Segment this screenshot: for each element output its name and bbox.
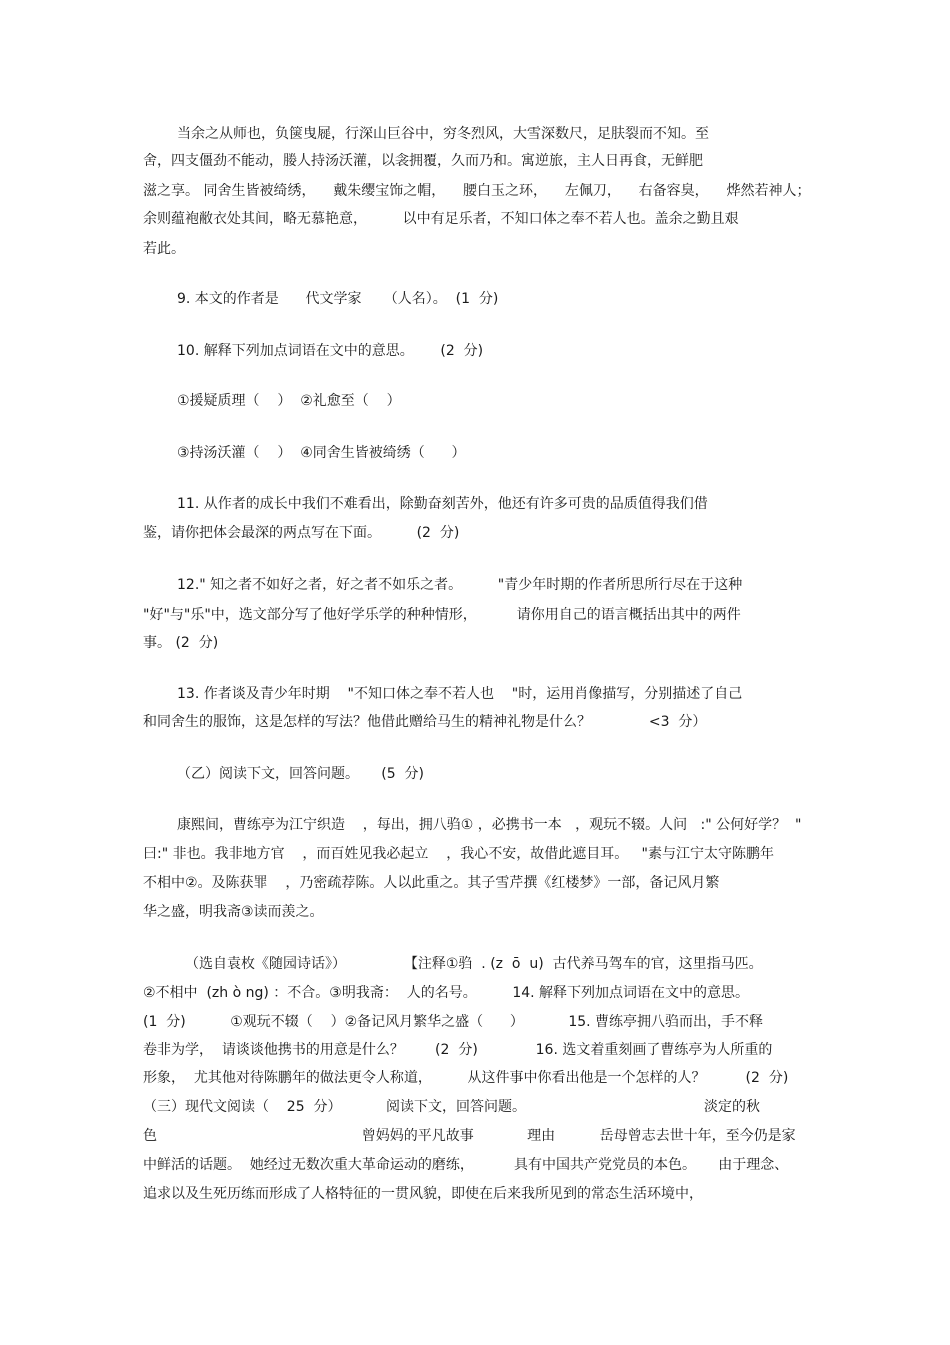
text-line: ②不相中 (zh ò ng) ：不合。③明我斋： 人的名号。 14. 解释下列加点词语在文中的意思。 [143, 985, 750, 1001]
text-line: 若此。 [143, 241, 185, 257]
source-note: （选自袁枚《随园诗话》） 【注释①驺 . (z ō u) 古代养马驾车的官，这里指马匹。 [185, 956, 763, 972]
question-10-items-b: ③持汤沃灌（ ） ④同舍生皆被绮绣（ ） [177, 445, 466, 461]
text-line: 当余之从师也，负箧曳屣，行深山巨谷中，穷冬烈风，大雪深数尺，足肤裂而不知。至 [177, 126, 709, 142]
passage-line: 不相中②。及陈获罪 ，乃密疏荐陈。人以此重之。其子雪芹撰《红楼梦》一部，备记风月繁 [143, 875, 720, 891]
question-9: 9. 本文的作者是 代文学家 （人名）。 (1 分) [177, 291, 499, 307]
text-line: 事。 (2 分) [143, 635, 219, 651]
text-line: 追求以及生死历练而形成了人格特征的一贯风貌，即使在后来我所见到的常态生活环境中， [143, 1186, 703, 1202]
question-10: 10. 解释下列加点词语在文中的意思。 (2 分) [177, 343, 484, 359]
text-line: 舍，四支僵劲不能动，媵人持汤沃灌，以衾拥覆，久而乃和。寓逆旅，主人日再食，无鲜肥 [143, 153, 703, 169]
question-12: 12." 知之者不如好之者，好之者不如乐之者。 "青少年时期的作者所思所行尽在于这种 [177, 577, 743, 593]
text-line: （三）现代文阅读（ 25 分） 阅读下文，回答问题。 淡定的秋 [143, 1099, 761, 1115]
text-line: 色 曾妈妈的平凡故事 理由 岳母曾志去世十年，至今仍是家 [143, 1128, 796, 1144]
text-line: 和同舍生的服饰，这是怎样的写法？他借此赠给马生的精神礼物是什么？ <3 分） [143, 714, 707, 730]
text-line: 鉴，请你把体会最深的两点写在下面。 (2 分) [143, 525, 460, 541]
section-heading-yi: （乙）阅读下文，回答问题。 (5 分) [177, 766, 424, 782]
passage-line: 曰:" 非也。我非地方官 ，而百姓见我必起立 ，我心不安，故借此遮目耳。 "素与江宁太守陈鹏年 [143, 846, 774, 862]
question-11: 11. 从作者的成长中我们不难看出，除勤奋刻苦外，他还有许多可贵的品质值得我们借 [177, 496, 708, 512]
text-line: 卷非为学， 请谈谈他携书的用意是什么？ (2 分) 16. 选文着重刻画了曹练亭为人所重的 [143, 1042, 773, 1058]
text-line: 中鲜活的话题。 她经过无数次重大革命运动的磨练， 具有中国共产党党员的本色。 由于理念、 [143, 1157, 789, 1173]
text-line: 滋之享。 同舍生皆被绮绣， 戴朱缨宝饰之帽， 腰白玉之环， 左佩刀， 右备容臭， 烨然若神人； [143, 183, 811, 199]
text-line: 余则蕴袍敝衣处其间，略无慕艳意， 以中有足乐者，不知口体之奉不若人也。盖余之勤且艰 [143, 211, 739, 227]
text-line: "好"与"乐"中，选文部分写了他好学乐学的种种情形， 请你用自己的语言概括出其中的两件 [143, 607, 741, 623]
text-line: (1 分) ①观玩不辍（ ）②备记风月繁华之盛（ ） 15. 曹练亭拥八驺而出，手不释 [143, 1014, 764, 1030]
passage-line: 华之盛，明我斋③读而羡之。 [143, 904, 324, 920]
question-10-items-a: ①援疑质理（ ） ②礼愈至（ ） [177, 393, 401, 409]
passage-line: 康熙间，曹练亭为江宁织造 ，每出，拥八驺① ，必携书一本 ，观玩不辍。人问 :" 公何好学？ " [177, 817, 802, 833]
question-13: 13. 作者谈及青少年时期 "不知口体之奉不若人也 "时，运用肖像描写，分别描述了自己 [177, 686, 743, 702]
text-line: 形象， 尤其他对待陈鹏年的做法更令人称道， 从这件事中你看出他是一个怎样的人？ (2 分) [143, 1070, 789, 1086]
